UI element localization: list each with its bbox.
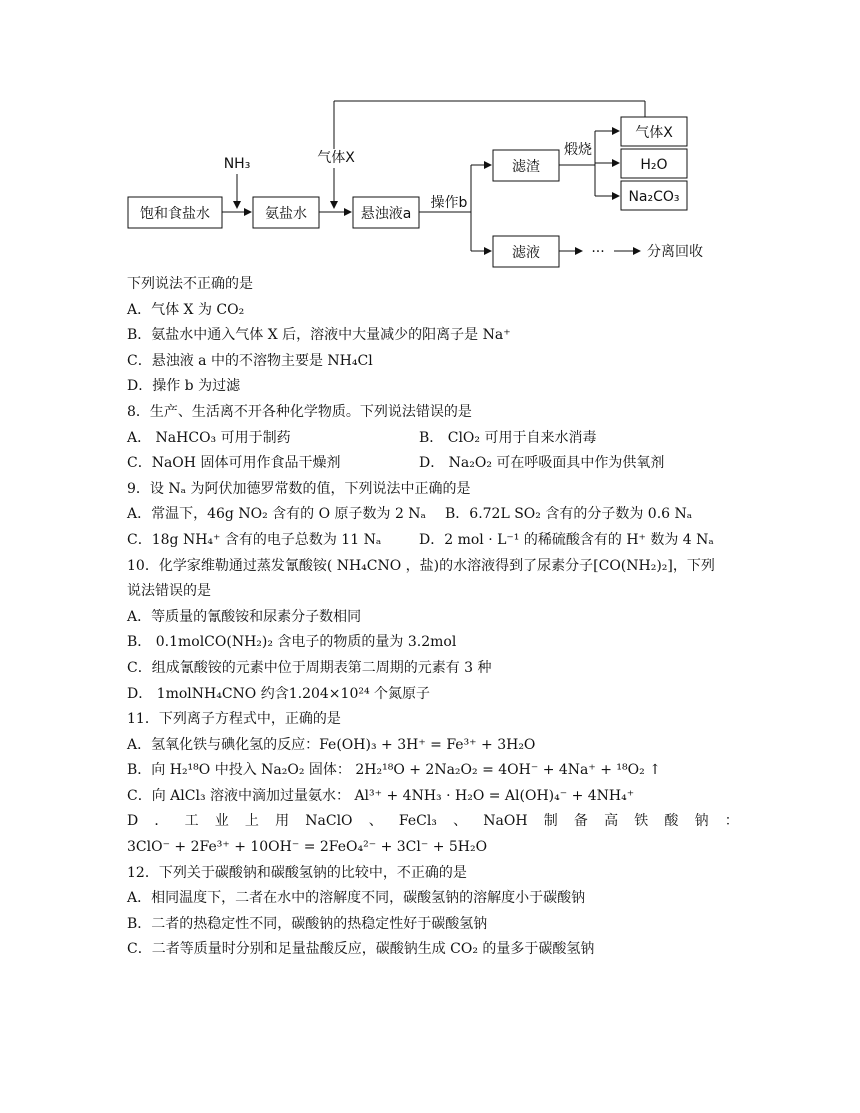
label-operation-b: 操作b: [430, 195, 468, 211]
label-calcine: 煅烧: [564, 142, 592, 158]
q10-option-b: B． 0.1molCO(NH₂)₂ 含电子的物质的量为 3.2mol: [127, 634, 457, 651]
box-water-label: H₂O: [640, 157, 668, 173]
q11-d-part: ．: [154, 813, 169, 830]
q8-stem: 8．生产、生活离不开各种化学物质。下列说法错误的是: [127, 403, 472, 420]
q7-stem: 下列说法不正确的是: [127, 276, 253, 292]
q11-d-part: 上: [244, 813, 259, 830]
q11-d-part: 业: [214, 813, 229, 830]
q12-option-b: B．二者的热稳定性不同，碳酸钠的热稳定性好于碳酸氢钠: [127, 915, 488, 932]
q10-option-a: A．等质量的氰酸铵和尿素分子数相同: [127, 608, 362, 625]
q10-stem-line-2: 说法错误的是: [127, 583, 211, 600]
q11-d-part: 高: [604, 813, 619, 830]
q7-option-b: B．氨盐水中通入气体 X 后，溶液中大量减少的阳离子是 Na⁺: [127, 327, 511, 344]
q11-d-part: 铁: [634, 813, 649, 830]
q12-option-c: C．二者等质量时分别和足量盐酸反应，碳酸钠生成 CO₂ 的量多于碳酸氢钠: [127, 941, 595, 958]
box-filter-residue-label: 滤渣: [512, 159, 540, 175]
q11-stem: 11．下列离子方程式中，正确的是: [127, 711, 341, 728]
q7-option-c: C．悬浊液 a 中的不溶物主要是 NH₄Cl: [127, 352, 373, 369]
q8-option-c: C．NaOH 固体可用作食品干燥剂: [127, 455, 341, 472]
q9-options-row-1: [127, 502, 739, 528]
q11-option-d-justified: [127, 809, 739, 835]
q9-options-row-2: [127, 528, 739, 554]
q9-stem: 9．设 Nₐ 为阿伏加德罗常数的值，下列说法中正确的是: [127, 480, 471, 497]
q9-option-c: C．18g NH₄⁺ 含有的电子总数为 11 Nₐ: [127, 531, 382, 548]
q11-option-b: B．向 H₂¹⁸O 中投入 Na₂O₂ 固体： 2H₂¹⁸O + 2Na₂O₂ = 4OH⁻ + 4Na⁺ + ¹⁸O₂ ↑: [127, 762, 661, 779]
q11-option-d-equation: 3ClO⁻ + 2Fe³⁺ + 10OH⁻ = 2FeO₄²⁻ + 3Cl⁻ + 5H₂O: [127, 839, 488, 856]
box-gas-x-label: 气体X: [635, 125, 673, 141]
q11-d-part: 、: [453, 813, 468, 830]
q11-d-part: FeCl₃: [398, 813, 437, 830]
q12-option-a: A．相同温度下，二者在水中的溶解度不同，碳酸氢钠的溶解度小于碳酸钠: [127, 890, 586, 907]
q8-option-d: D． Na₂O₂ 可在呼吸面具中作为供氧剂: [419, 455, 665, 472]
q9-option-b: B．6.72L SO₂ 含有的分子数为 0.6 Nₐ: [445, 506, 693, 523]
label-nh3: NH₃: [223, 156, 251, 172]
q8-option-b: B． ClO₂ 可用于自来水消毒: [419, 429, 597, 446]
q11-d-part: 钠: [694, 813, 709, 830]
question-content: [127, 272, 739, 963]
q7-option-a: A．气体 X 为 CO₂: [127, 301, 245, 318]
q8-option-a: A． NaHCO₃ 可用于制药: [127, 429, 291, 446]
box-suspension-a-label: 悬浊液a: [360, 206, 412, 222]
q9-option-a: A．常温下，46g NO₂ 含有的 O 原子数为 2 Nₐ: [127, 506, 426, 523]
box-sodium-carbonate-label: Na₂CO₃: [628, 189, 680, 205]
q11-d-part: D: [127, 813, 139, 830]
q9-option-d: D．2 mol · L⁻¹ 的稀硫酸含有的 H⁺ 数为 4 Nₐ: [419, 531, 714, 548]
q11-d-part: NaOH: [483, 813, 528, 830]
q11-d-part: NaClO: [305, 813, 353, 830]
q7-option-d: D．操作 b 为过滤: [127, 378, 241, 395]
q10-stem-line-1: 10．化学家维勒通过蒸发氰酸铵( NH₄CNO ，盐)的水溶液得到了尿素分子[CO(NH₂)₂]，下列: [127, 557, 715, 574]
q11-d-part: 制: [543, 813, 558, 830]
q10-option-d: D． 1molNH₄CNO 约含1.204×10²⁴ 个氮原子: [127, 685, 431, 702]
q10-option-c: C．组成氰酸铵的元素中位于周期表第二周期的元素有 3 种: [127, 659, 492, 676]
q11-option-c: C．向 AlCl₃ 溶液中滴加过量氨水： Al³⁺ + 4NH₃ · H₂O = Al(OH)₄⁻ + 4NH₄⁺: [127, 787, 635, 804]
q11-d-part: 酸: [664, 813, 679, 830]
box-saturated-brine-label: 饱和食盐水: [140, 206, 210, 222]
q8-options-row-2: [127, 451, 739, 477]
q11-d-part: 备: [573, 813, 588, 830]
q11-option-a: A．氢氧化铁与碘化氢的反应：Fe(OH)₃ + 3H⁺ = Fe³⁺ + 3H₂O: [127, 736, 536, 753]
label-separate-recycle: 分离回收: [647, 244, 703, 260]
q11-d-part: 、: [368, 813, 383, 830]
q11-d-part: ：: [724, 813, 739, 830]
label-ellipsis: ···: [591, 244, 605, 260]
q8-options-row-1: [127, 426, 739, 452]
q11-d-part: 工: [184, 813, 199, 830]
box-filtrate-label: 滤液: [512, 245, 540, 261]
q12-stem: 12．下列关于碳酸钠和碳酸氢钠的比较中，不正确的是: [127, 864, 467, 881]
q11-d-part: 用: [275, 813, 290, 830]
box-ammonia-brine-label: 氨盐水: [265, 206, 307, 222]
process-flow-diagram: [0, 0, 860, 272]
label-gas-x-recycle: 气体X: [317, 150, 355, 166]
